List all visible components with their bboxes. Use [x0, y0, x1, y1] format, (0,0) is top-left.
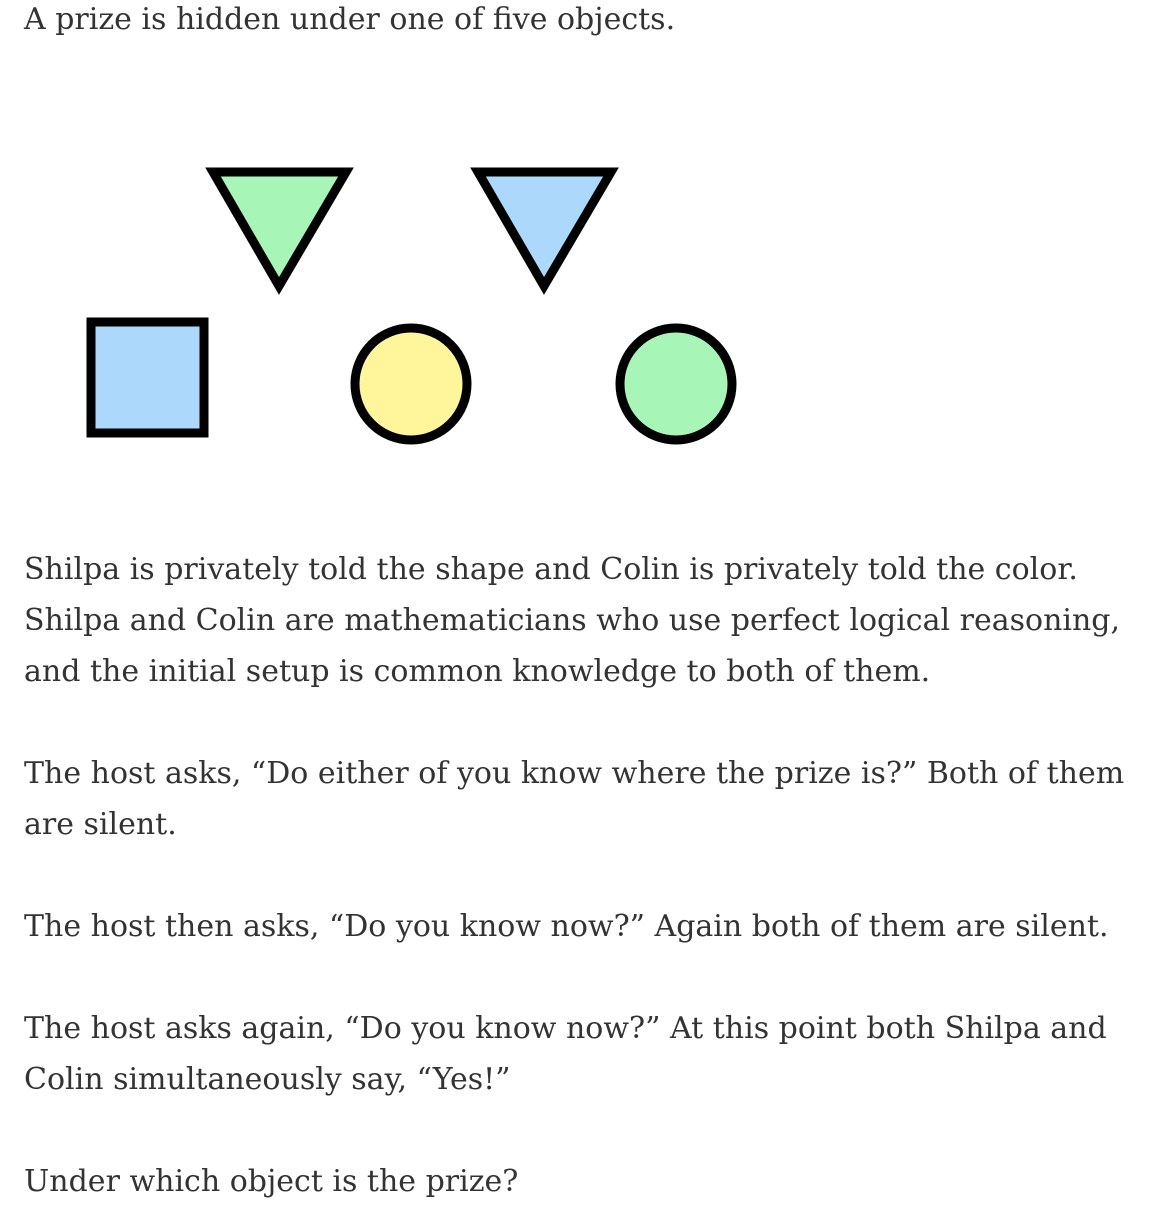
- green-circle: [620, 328, 732, 440]
- paragraph-setup: Shilpa is privately told the shape and Colin is privately told the color. Shilpa and Colin are mathematicians who use perfect logical reasoning, and the initial setup is common knowledge to both of them.: [24, 552, 1121, 689]
- intro-text: A prize is hidden under one of five objects.: [24, 2, 676, 37]
- yellow-circle: [355, 328, 467, 440]
- blue-triangle: [478, 172, 611, 286]
- paragraph-second-question: The host then asks, “Do you know now?” Again both of them are silent.: [24, 909, 1109, 944]
- green-triangle: [213, 172, 346, 286]
- puzzle-objects: [0, 0, 1170, 520]
- paragraph-first-question: The host asks, “Do either of you know where the prize is?” Both of them are silent.: [24, 756, 1125, 842]
- blue-square: [91, 322, 204, 433]
- paragraph-final-question: Under which object is the prize?: [24, 1164, 519, 1199]
- paragraph-third-question: The host asks again, “Do you know now?” At this point both Shilpa and Colin simultaneously say, “Yes!”: [24, 1011, 1107, 1097]
